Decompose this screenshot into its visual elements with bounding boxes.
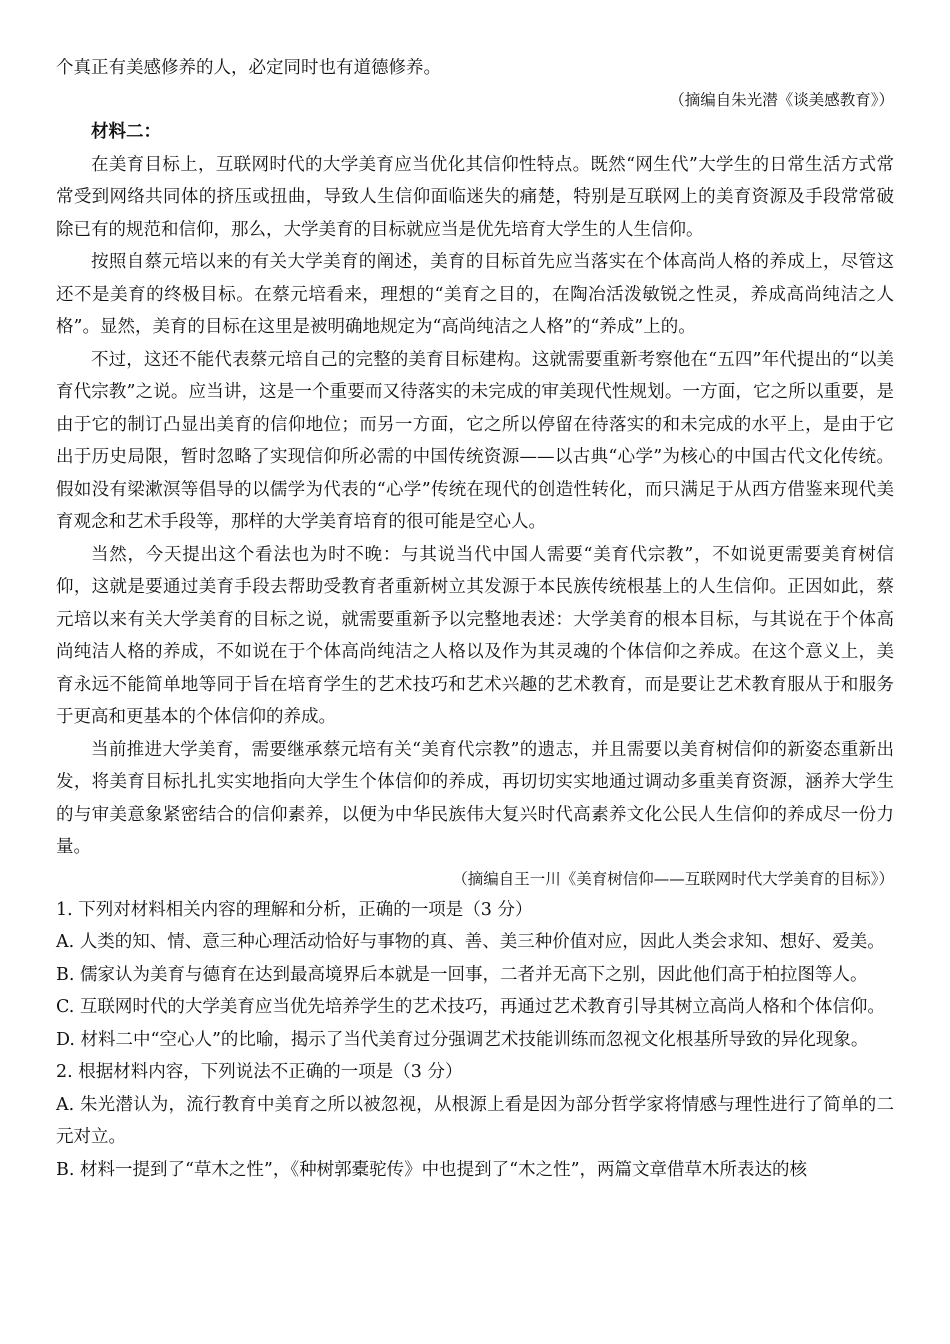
material2-paragraph-2: 按照自蔡元培以来的有关大学美育的阐述，美育的目标首先应当落实在个体高尚人格的养成上，尽管这还不是美育的终极目标。在蔡元培看来，理想的“美育之目的，在陶冶活泼敏锐之性灵，养成高尚纯洁之人格”。显然，美育的目标在这里是被明确地规定为“高尚纯洁之人格”的“养成”上的。	[56, 252, 894, 337]
material2-paragraph-1: 在美育目标上，互联网时代的大学美育应当优化其信仰性特点。既然“网生代”大学生的日常生活方式常常受到网络共同体的挤压或扭曲，导致人生信仰面临迷失的痛楚，特别是互联网上的美育资源及手段常常破除已有的规范和信仰，那么，大学美育的目标就应当是优先培育大学生的人生信仰。	[56, 154, 894, 240]
material1-tail: 个真正有美感修养的人，必定同时也有道德修养。	[56, 58, 441, 78]
question-2-option-a: A. 朱光潜认为，流行教育中美育之所以被忽视，从根源上看是因为部分哲学家将情感与理性进行了简单的二元对立。	[56, 1094, 894, 1147]
material2-paragraph-3: 不过，这还不能代表蔡元培自己的完整的美育目标建构。这就需要重新考察他在“五四”年代提出的“以美育代宗教”之说。应当讲，这是一个重要而又待落实的未完成的审美现代性规划。一方面，它之所以重要，是由于它的制订凸显出美育的信仰地位；而另一方面，它之所以停留在待落实的和未完成的水平上，是由于它出于历史局限，暂时忽略了实现信仰所必需的中国传统资源——以古典“心学”为核心的中国古代文化传统。假如没有梁漱溟等倡导的以儒学为代表的“心学”传统在现代的创造性转化，而只满足于从西方借鉴来现代美育观念和艺术手段等，那样的大学美育培育的很可能是空心人。	[56, 349, 894, 532]
material2-source: （摘编自王一川《美育树信仰——互联网时代大学美育的目标》）	[452, 869, 894, 888]
material1-source: （摘编自朱光潜《谈美感教育》）	[669, 90, 894, 109]
question-1-option-a: A. 人类的知、情、意三种心理活动恰好与事物的真、善、美三种价值对应，因此人类会求知、想好、爱美。	[56, 932, 885, 952]
question-1-option-d: D. 材料二中“空心人”的比喻，揭示了当代美育过分强调艺术技能训练而忽视文化根基所导致的异化现象。	[56, 1029, 869, 1050]
question-2-stem: 2. 根据材料内容，下列说法不正确的一项是（3 分）	[56, 1062, 463, 1082]
question-1-option-b: B. 儒家认为美育与德育在达到最高境界后本就是一回事，二者并无高下之别，因此他们高于柏拉图等人。	[56, 964, 868, 985]
material2-heading: 材料二：	[91, 121, 161, 142]
material2-paragraph-5: 当前推进大学美育，需要继承蔡元培有关“美育代宗教”的遗志，并且需要以美育树信仰的新姿态重新出发，将美育目标扎扎实实地指向大学生个体信仰的养成，再切切实实地通过调动多重美育资源，涵养大学生的与审美意象紧密结合的信仰素养，以便为中华民族伟大复兴时代高素养文化公民人生信仰的养成尽一份力量。	[56, 739, 894, 857]
question-2-option-b: B. 材料一提到了“草木之性”，《种树郭橐驼传》中也提到了“木之性”，两篇文章借草木所表达的核	[56, 1159, 808, 1180]
question-1-stem: 1. 下列对材料相关内容的理解和分析，正确的一项是（3 分）	[56, 899, 533, 920]
document-page	[56, 52, 894, 1186]
question-1-option-c: C. 互联网时代的大学美育应当优先培养学生的艺术技巧，再通过艺术教育引导其树立高尚人格和个体信仰。	[56, 997, 885, 1017]
material2-paragraph-4: 当然，今天提出这个看法也为时不晚：与其说当代中国人需要“美育代宗教”，不如说更需要美育树信仰，这就是要通过美育手段去帮助受教育者重新树立其发源于本民族传统根基上的人生信仰。正因如此，蔡元培以来有关大学美育的目标之说，就需要重新予以完整地表述：大学美育的根本目标，与其说在于个体高尚纯洁人格的养成，不如说在于个体高尚纯洁之人格以及作为其灵魂的个体信仰之养成。在这个意义上，美育永远不能简单地等同于旨在培育学生的艺术技巧和艺术兴趣的艺术教育，而是要让艺术教育服从于和服务于更高和更基本的个体信仰的养成。	[56, 544, 894, 727]
